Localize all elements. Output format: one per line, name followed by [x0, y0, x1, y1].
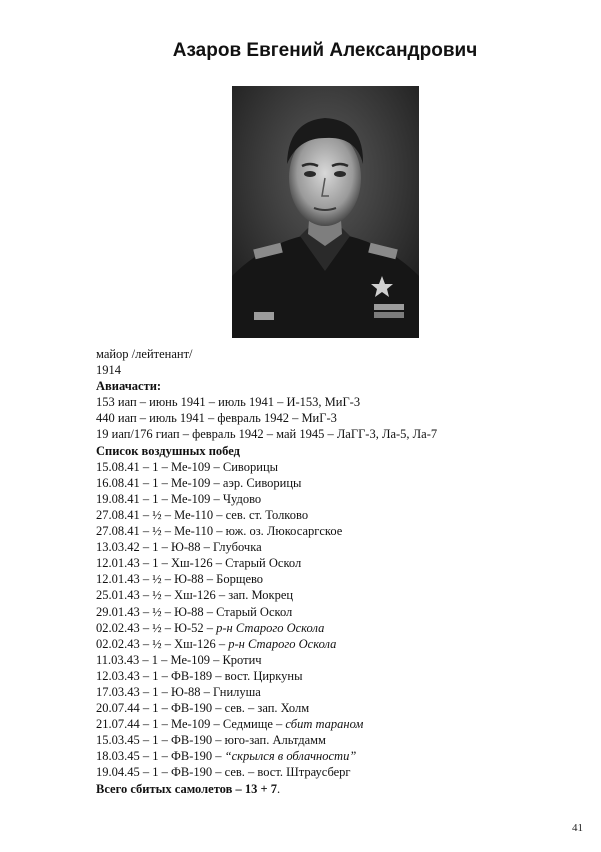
victory-item — [96, 748, 576, 764]
page-number: 41 — [572, 822, 583, 834]
victory-item — [96, 523, 576, 539]
rank-line: майор /лейтенант/ — [96, 347, 193, 361]
victory-text: 29.01.43 – ½ – Ю-88 – Старый Оскол — [96, 604, 293, 619]
unit-item: 153 иап – июнь 1941 – июль 1941 – И-153, МиГ-3 — [96, 395, 361, 410]
victories-list — [96, 459, 576, 781]
victories-heading: Список воздушных побед — [96, 443, 240, 458]
victory-item — [96, 459, 576, 475]
victory-note: “скрылся в облачности” — [224, 749, 357, 764]
victory-item — [96, 636, 576, 652]
total-label: Всего сбитых самолетов – 13 + 7 — [96, 781, 277, 796]
victory-text: 16.08.41 – 1 – Ме-109 – аэр. Сиворицы — [96, 475, 302, 490]
victory-item — [96, 668, 576, 684]
victory-item — [96, 555, 576, 571]
victory-item — [96, 700, 576, 716]
units-heading: Авиачасти: — [96, 379, 162, 394]
portrait-photo — [232, 86, 419, 338]
victory-item — [96, 491, 576, 507]
victory-text: 11.03.43 – 1 – Ме-109 – Кротич — [96, 652, 262, 667]
victory-item — [96, 475, 576, 491]
victory-text: 15.08.41 – 1 – Ме-109 – Сиворицы — [96, 459, 279, 474]
victory-item — [96, 684, 576, 700]
victory-text: 12.01.43 – 1 – Хш-126 – Старый Оскол — [96, 556, 302, 571]
victory-text: 27.08.41 – ½ – Ме-110 – сев. ст. Толково — [96, 507, 309, 522]
victory-text: 21.07.44 – 1 – Ме-109 – Седмище – — [96, 717, 286, 732]
unit-item: 440 иап – июль 1941 – февраль 1942 – МиГ-3 — [96, 411, 337, 426]
victory-item — [96, 732, 576, 748]
victory-item — [96, 587, 576, 603]
victory-text: 13.03.42 – 1 – Ю-88 – Глубочка — [96, 540, 262, 555]
victory-text: 17.03.43 – 1 – Ю-88 – Гнилуша — [96, 684, 261, 699]
biography-text — [96, 346, 576, 797]
victory-item — [96, 652, 576, 668]
victory-text: 02.02.43 – ½ – Хш-126 – — [96, 636, 229, 651]
victory-item — [96, 571, 576, 587]
victory-text: 02.02.43 – ½ – Ю-52 – — [96, 620, 217, 635]
victory-item — [96, 620, 576, 636]
victory-text: 25.01.43 – ½ – Хш-126 – зап. Мокрец — [96, 588, 294, 603]
total-suffix: . — [277, 781, 281, 796]
victory-text: 19.04.45 – 1 – ФВ-190 – сев. – вост. Штраусберг — [96, 765, 351, 780]
victory-note: р-н Старого Оскола — [228, 636, 337, 651]
birth-year-line: 1914 — [96, 363, 121, 378]
victory-item — [96, 539, 576, 555]
victory-text: 15.03.45 – 1 – ФВ-190 – юго-зап. Альтдамм — [96, 733, 326, 748]
victory-item — [96, 507, 576, 523]
victory-item — [96, 716, 576, 732]
total-line — [96, 781, 576, 797]
portrait-photo-icon — [232, 86, 419, 338]
victory-text: 18.03.45 – 1 – ФВ-190 – — [96, 749, 225, 764]
victory-text: 12.01.43 – ½ – Ю-88 – Борщево — [96, 572, 264, 587]
victory-text: 20.07.44 – 1 – ФВ-190 – сев. – зап. Холм — [96, 701, 310, 716]
victory-note: сбит тараном — [285, 717, 364, 732]
page-title: Азаров Евгений Александрович — [172, 40, 478, 61]
victory-item — [96, 604, 576, 620]
victory-item — [96, 764, 576, 780]
units-list — [96, 394, 576, 442]
victory-text: 12.03.43 – 1 – ФВ-189 – вост. Циркуны — [96, 668, 303, 683]
victory-text: 27.08.41 – ½ – Ме-110 – юж. оз. Люкосаргское — [96, 524, 343, 539]
unit-item: 19 иап/176 гиап – февраль 1942 – май 1945 – ЛаГГ-3, Ла-5, Ла-7 — [96, 427, 438, 442]
victory-text: 19.08.41 – 1 – Ме-109 – Чудово — [96, 491, 262, 506]
victory-note: р-н Старого Оскола — [216, 620, 325, 635]
